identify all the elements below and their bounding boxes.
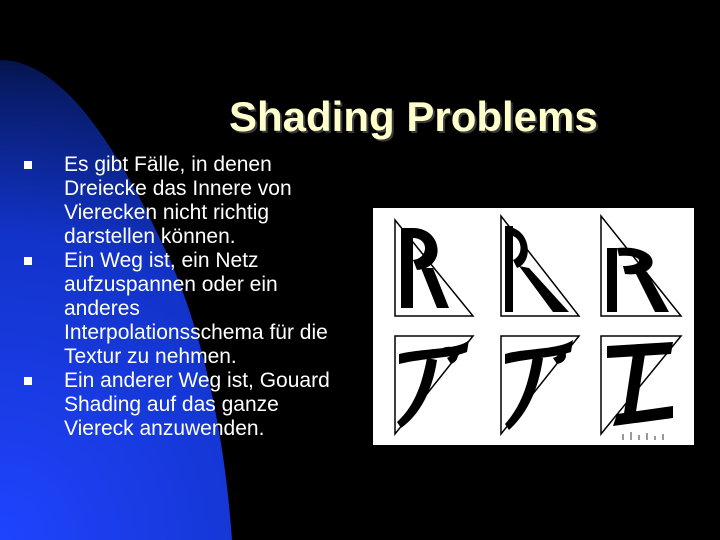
bullet-line: Dreiecke das Innere von xyxy=(64,177,292,200)
slide-title: Shading Problems xyxy=(229,93,598,140)
bullet-line: Interpolationsschema für die xyxy=(64,321,328,344)
bullet-line: Vierecken nicht richtig xyxy=(64,201,270,224)
bullet-item xyxy=(0,369,380,441)
bullet-line: Shading auf das ganze xyxy=(64,393,279,416)
bullet-item xyxy=(0,153,380,249)
bullet-line: aufzuspannen oder ein xyxy=(64,273,278,296)
bullet-line: Ein anderer Weg ist, Gouard xyxy=(64,369,330,392)
bullet-line: Viereck anzuwenden. xyxy=(64,417,265,440)
bullet-line: Ein Weg ist, ein Netz xyxy=(64,249,259,272)
texture-distortion-figure xyxy=(373,208,694,445)
square-bullet-icon xyxy=(24,377,32,385)
bullet-line: darstellen können. xyxy=(64,225,236,248)
bullet-item xyxy=(0,249,380,369)
square-bullet-icon xyxy=(24,257,32,265)
bullet-list xyxy=(0,153,380,441)
distorted-R-texture-grid xyxy=(373,208,694,445)
bullet-line: Textur zu nehmen. xyxy=(64,345,237,368)
square-bullet-icon xyxy=(24,161,32,169)
bullet-line: anderes xyxy=(64,297,140,320)
bullet-line: Es gibt Fälle, in denen xyxy=(64,153,272,176)
